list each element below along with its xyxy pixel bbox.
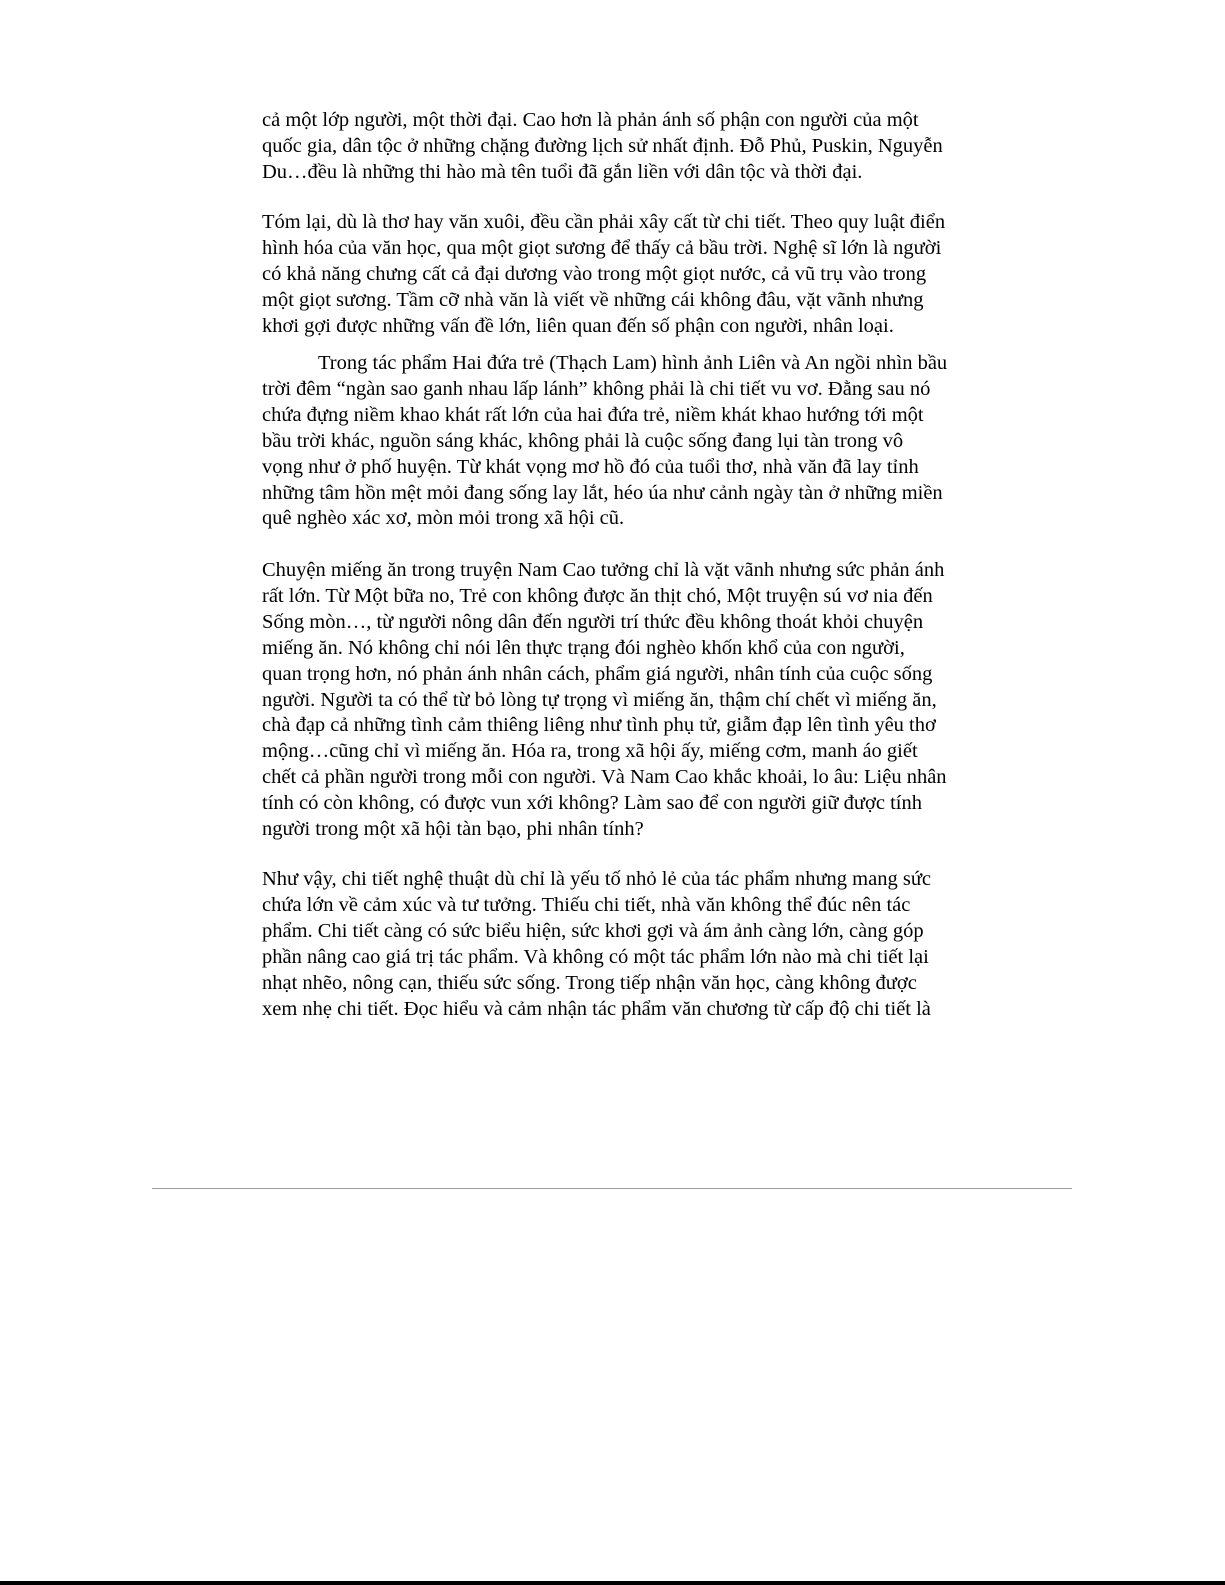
text-line: quê nghèo xác xơ, mòn mỏi trong xã hội cũ. (262, 507, 625, 530)
text-line: Chuyện miếng ăn trong truyện Nam Cao tưởng chỉ là vặt vãnh nhưng sức phản ánh (262, 559, 945, 581)
text-line: phần nâng cao giá trị tác phẩm. Và không có một tác phẩm lớn nào mà chi tiết lại (262, 945, 929, 968)
text-line: quan trọng hơn, nó phản ánh nhân cách, phẩm giá người, nhân tính của cuộc sống (262, 662, 933, 685)
text-line: Du…đều là những thi hào mà tên tuổi đã gắn liền với dân tộc và thời đại. (262, 160, 863, 183)
text-line: có khả năng chưng cất cả đại dương vào trong một giọt nước, cả vũ trụ vào trong (262, 262, 927, 285)
text-line: trời đêm “ngàn sao ganh nhau lấp lánh” không phải là chi tiết vu vơ. Đằng sau nó (262, 377, 931, 400)
text-line: phẩm. Chi tiết càng có sức biểu hiện, sức khơi gợi và ám ảnh càng lớn, càng góp (262, 919, 924, 942)
text-line: xem nhẹ chi tiết. Đọc hiểu và cảm nhận tác phẩm văn chương từ cấp độ chi tiết là (262, 997, 931, 1020)
text-line: cả một lớp người, một thời đại. Cao hơn là phản ánh số phận con người của một (262, 109, 919, 131)
text-line: khơi gợi được những vấn đề lớn, liên quan đến số phận con người, nhân loại. (262, 314, 894, 337)
text-line: Trong tác phẩm Hai đứa trẻ (Thạch Lam) hình ảnh Liên và An ngồi nhìn bầu (318, 352, 948, 374)
text-line: miếng ăn. Nó không chỉ nói lên thực trạng đói nghèo khốn khổ của con người, (262, 636, 905, 659)
bottom-edge-bar (0, 1581, 1225, 1585)
text-line: mộng…cũng chỉ vì miếng ăn. Hóa ra, trong xã hội ấy, miếng cơm, manh áo giết (262, 740, 918, 763)
text-line: tính có còn không, có được vun xới không? Làm sao để con người giữ được tính (262, 792, 922, 815)
text-line: chà đạp cả những tình cảm thiêng liêng như tình phụ tử, giẫm đạp lên tình yêu thơ (262, 714, 936, 737)
paragraph-hai-dua-tre (262, 351, 974, 532)
text-line: bầu trời khác, nguồn sáng khác, không phải là cuộc sống đang lụi tàn trong vô (262, 429, 904, 452)
text-line: Như vậy, chi tiết nghệ thuật dù chỉ là yếu tố nhỏ lẻ của tác phẩm nhưng mang sức (262, 868, 932, 890)
text-line: chứa đựng niềm khao khát rất lớn của hai đứa trẻ, niềm khát khao hướng tới một (262, 403, 924, 426)
text-line: Tóm lại, dù là thơ hay văn xuôi, đều cần phải xây cất từ chi tiết. Theo quy luật điển (262, 211, 946, 233)
text-line: chứa lớn về cảm xúc và tư tưởng. Thiếu chi tiết, nhà văn không thể đúc nên tác (262, 893, 911, 916)
text-line: người. Người ta có thể từ bỏ lòng tự trọng vì miếng ăn, thậm chí chết vì miếng ăn, (262, 688, 937, 711)
text-line: nhạt nhẽo, nông cạn, thiếu sức sống. Trong tiếp nhận văn học, càng không được (262, 971, 917, 994)
text-line: hình hóa của văn học, qua một giọt sương để thấy cả bầu trời. Nghệ sĩ lớn là người (262, 236, 942, 259)
text-line: một giọt sương. Tầm cỡ nhà văn là viết về những cái không đâu, vặt vãnh nhưng (262, 288, 924, 311)
paragraph-summary-details (262, 210, 974, 340)
text-line: vọng như ở phố huyện. Từ khát vọng mơ hồ đó của tuổi thơ, nhà văn đã lay tỉnh (262, 455, 919, 478)
paragraph-national-fate (262, 108, 974, 186)
page-break-divider (152, 1188, 1072, 1189)
text-line: Sống mòn…, từ người nông dân đến người trí thức đều không thoát khỏi chuyện (262, 610, 924, 633)
text-line: người trong một xã hội tàn bạo, phi nhân tính? (262, 818, 644, 841)
text-line: rất lớn. Từ Một bữa no, Trẻ con không được ăn thịt chó, Một truyện sú vơ nia đến (262, 584, 933, 607)
text-line: quốc gia, dân tộc ở những chặng đường lịch sử nhất định. Đỗ Phủ, Puskin, Nguyễn (262, 134, 943, 157)
paragraph-conclusion (262, 867, 974, 1022)
paragraph-nam-cao (262, 558, 974, 843)
text-line: chết cả phần người trong mỗi con người. Và Nam Cao khắc khoải, lo âu: Liệu nhân (262, 766, 947, 789)
text-line: những tâm hồn mệt mỏi đang sống lay lắt, héo úa như cảnh ngày tàn ở những miền (262, 481, 943, 504)
